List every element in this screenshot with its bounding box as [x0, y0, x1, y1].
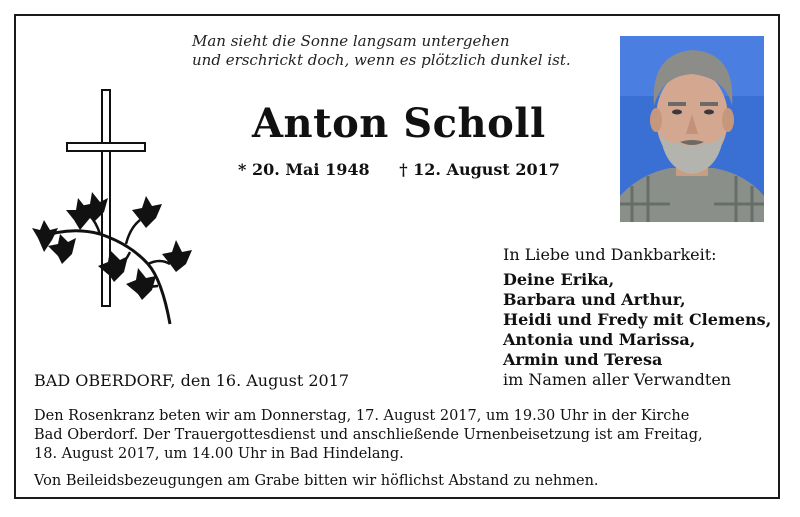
mourner-name: Barbara und Arthur, [503, 290, 686, 309]
life-dates [238, 160, 560, 180]
deceased-name: Anton Scholl [252, 100, 546, 147]
birth-date: * 20. Mai 1948 [238, 160, 370, 179]
mourner-name: Heidi und Fredy mit Clemens, [503, 310, 772, 329]
service-line: Den Rosenkranz beten wir am Donnerstag, 17. August 2017, um 19.30 Uhr in der Kirche [34, 408, 690, 424]
cross-with-ivy-icon [30, 88, 195, 333]
portrait-photo [620, 36, 764, 222]
death-date: † 12. August 2017 [399, 160, 560, 179]
service-info [34, 407, 768, 491]
mourners-relatives: im Namen aller Verwandten [503, 370, 732, 389]
service-line: 18. August 2017, um 14.00 Uhr in Bad Hindelang. [34, 446, 404, 462]
condolence-note: Von Beileidsbezeugungen am Grabe bitten wir höflichst Abstand zu nehmen. [34, 473, 599, 489]
quote-line-1: Man sieht die Sonne langsam untergehen [192, 32, 510, 50]
service-line: Bad Oberdorf. Der Trauergottesdienst und anschließende Urnenbeisetzung ist am Freitag, [34, 427, 703, 443]
mourners-intro: In Liebe und Dankbarkeit: [503, 245, 717, 264]
mourner-name: Antonia und Marissa, [503, 330, 696, 349]
mourner-name: Deine Erika, [503, 270, 615, 289]
portrait-image [620, 36, 764, 222]
quote [192, 32, 571, 70]
mourner-name: Armin und Teresa [503, 350, 663, 369]
quote-line-2: und erschrickt doch, wenn es plötzlich dunkel ist. [192, 51, 571, 69]
mourners-block [503, 245, 771, 390]
place-and-date: BAD OBERDORF, den 16. August 2017 [34, 371, 350, 390]
